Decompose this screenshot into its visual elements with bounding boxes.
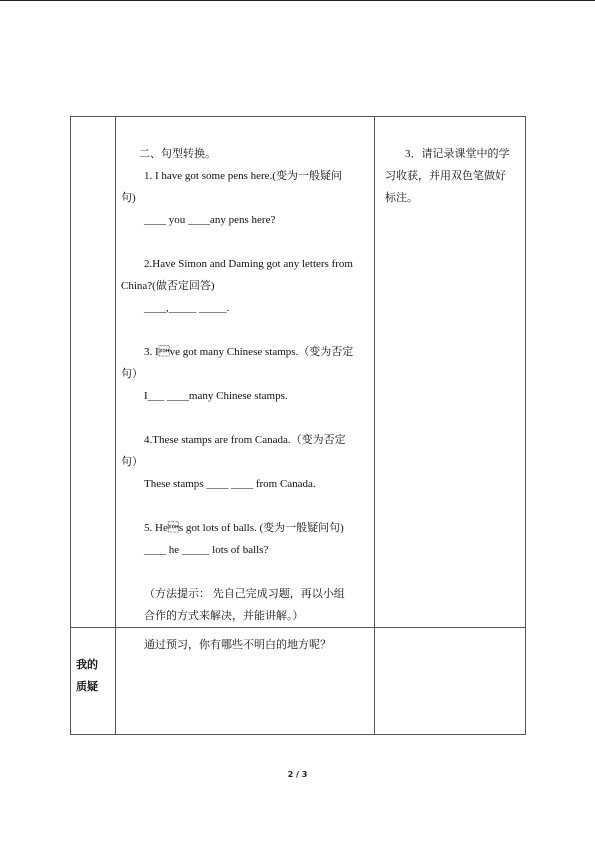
question-prompt-cell [116, 628, 375, 735]
question-5-text: 5. Hes got lots of balls. (变为一般疑问句) [144, 522, 344, 534]
left-empty-cell [71, 117, 116, 628]
exercise-cell [116, 117, 375, 628]
question-4-blank: These stamps ____ ____ from Canada. [144, 478, 316, 490]
question-5-blank: ____ he _____ lots of balls? [144, 544, 269, 556]
question-3-blank: I___ ____many Chinese stamps. [144, 390, 288, 402]
worksheet-table [70, 116, 526, 735]
question-4-text-cont: 句） [121, 456, 143, 468]
question-1-blank: ____ you ____any pens here? [144, 214, 276, 226]
note-line-3: 标注。 [385, 192, 418, 204]
question-prompt: 通过预习，你有哪些不明白的地方呢？ [144, 639, 331, 651]
question-3-text-cont: 句） [121, 368, 143, 380]
question-label-line-1: 我的 [76, 658, 98, 671]
note-line-1: 3．请记录课堂中的学 [405, 148, 510, 160]
question-1-text: 1. I have got some pens here.(变为一般疑问 [144, 170, 342, 182]
question-2-blank: ____,_____ _____. [144, 302, 230, 314]
question-1-text-cont: 句) [121, 192, 136, 204]
note-cell [375, 117, 526, 628]
section-heading: 二、句型转换。 [139, 148, 216, 160]
question-row [71, 628, 526, 735]
page-number: 2 / 3 [287, 770, 308, 779]
question-4-text: 4.These stamps are from Canada.（变为否定 [144, 434, 346, 446]
exercise-row [71, 117, 526, 628]
top-rule [0, 0, 595, 1]
question-2-text: 2.Have Simon and Daming got any letters from [144, 258, 353, 270]
note-line-2: 习收获，并用双色笔做好 [385, 170, 506, 182]
question-label-line-2: 质疑 [76, 680, 98, 693]
question-3-text: 3. Ive got many Chinese stamps.（变为否定 [144, 346, 354, 358]
method-hint: （方法提示： 先自己完成习题，再以小组 [144, 588, 345, 600]
method-hint-cont: 合作的方式来解决，并能讲解。） [144, 610, 304, 622]
question-empty-cell [375, 628, 526, 735]
question-label-cell [71, 628, 116, 735]
question-2-text-cont: China?(做否定回答) [121, 280, 215, 292]
